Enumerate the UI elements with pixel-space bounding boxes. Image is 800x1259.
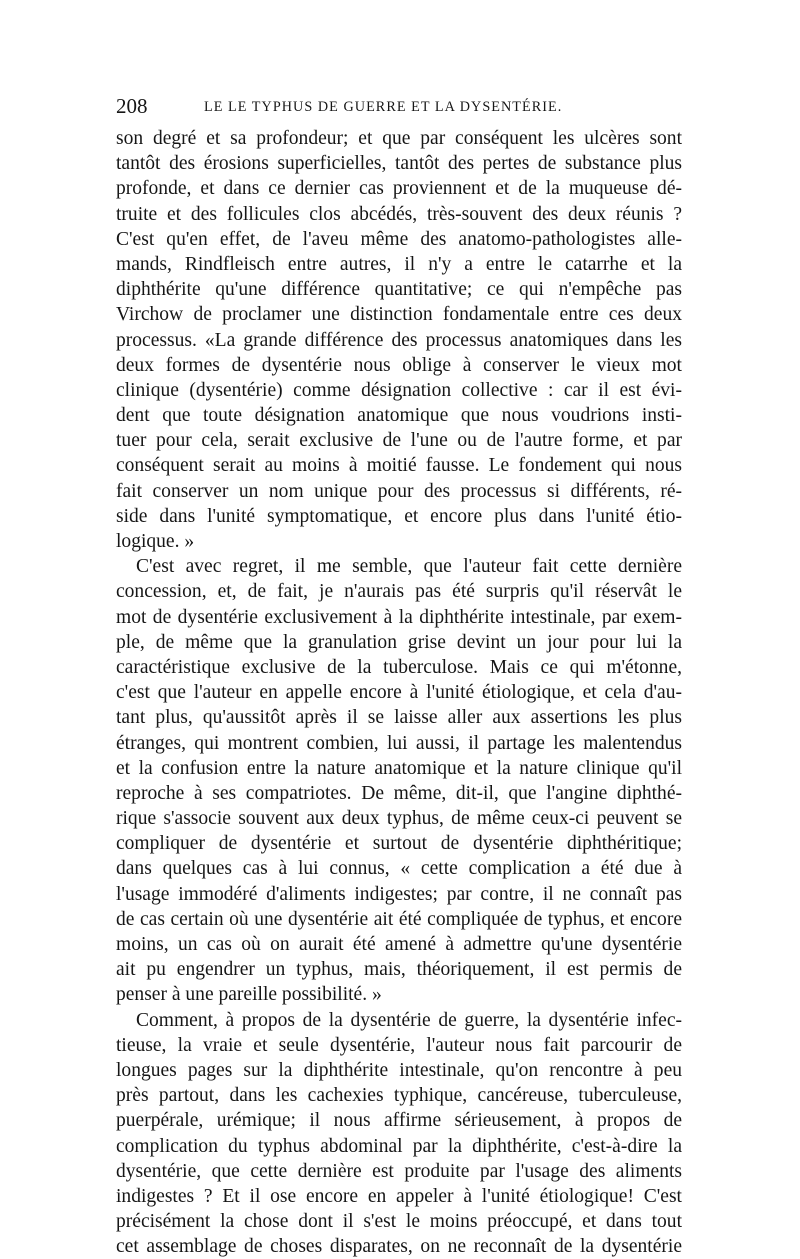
text-line: et la confusion entre la nature anatomique et la nature clinique qu'il	[116, 757, 682, 779]
text-line: dent que toute désignation anatomique que nous voudrions insti-	[116, 405, 682, 427]
text-line: étranges, qui montrent combien, lui aussi, il partage les malentendus	[116, 732, 682, 754]
text-line: dysentérie, que cette dernière est produite par l'usage des aliments	[116, 1160, 682, 1182]
text-line: C'est avec regret, il me semble, que l'auteur fait cette dernière	[136, 556, 682, 578]
text-line: tant plus, qu'aussitôt après il se laisse aller aux assertions les plus	[116, 707, 682, 729]
text-line: mands, Rindfleisch entre autres, il n'y a entre le catarrhe et la	[116, 253, 682, 275]
page-header	[116, 92, 682, 120]
text-line: indigestes ? Et il ose encore en appeler à l'unité étiologique! C'est	[116, 1185, 682, 1207]
running-title: LE LE TYPHUS DE GUERRE ET LA DYSENTÉRIE.	[204, 99, 563, 115]
text-line: fait conserver un nom unique pour des processus si différents, ré-	[116, 480, 682, 502]
text-line: de cas certain où une dysentérie ait été compliquée de typhus, et encore	[116, 908, 682, 930]
text-line: reproche à ses compatriotes. De même, dit-il, que l'angine diphthé-	[116, 782, 682, 804]
text-line: son degré et sa profondeur; et que par conséquent les ulcères sont	[116, 128, 682, 149]
text-line: puerpérale, urémique; il nous affirme sérieusement, à propos de	[116, 1110, 682, 1132]
text-line: tuer pour cela, serait exclusive de l'une ou de l'autre forme, et par	[116, 430, 682, 452]
text-line: truite et des follicules clos abcédés, très-souvent des deux réunis ?	[116, 203, 682, 225]
text-line: rique s'associe souvent aux deux typhus, de même ceux-ci peuvent se	[116, 808, 682, 830]
text-line: profonde, et dans ce dernier cas proviennent et de la muqueuse dé-	[116, 178, 682, 200]
text-line: caractéristique exclusive de la tuberculose. Mais ce qui m'étonne,	[116, 656, 682, 678]
text-line: clinique (dysentérie) comme désignation collective : car il est évi-	[116, 379, 682, 401]
text-line: deux formes de dysentérie nous oblige à conserver le vieux mot	[116, 354, 682, 376]
text-line: Virchow de proclamer une distinction fondamentale entre ces deux	[116, 304, 682, 326]
text-line: concession, et, de fait, je n'aurais pas été surpris qu'il réservât le	[116, 581, 682, 603]
text-line: tantôt des érosions superficielles, tantôt des pertes de substance plus	[116, 153, 682, 175]
text-line: longues pages sur la diphthérite intestinale, qu'on rencontre à peu	[116, 1059, 682, 1081]
text-line: diphthérite qu'une différence quantitative; ce qui n'empêche pas	[116, 279, 682, 301]
text-line: mot de dysentérie exclusivement à la diphthérite intestinale, par exem-	[116, 606, 682, 628]
book-page	[116, 92, 682, 1259]
text-line: dans quelques cas à lui connus, « cette complication a été due à	[116, 858, 682, 880]
text-line: c'est que l'auteur en appelle encore à l'unité étiologique, et cela d'au-	[116, 682, 682, 704]
text-line: complication du typhus abdominal par la diphthérite, c'est-à-dire la	[116, 1135, 682, 1157]
text-line: conséquent serait au moins à moitié fausse. Le fondement qui nous	[116, 455, 682, 477]
text-line: cet assemblage de choses disparates, on ne reconnaît de la dysentérie	[116, 1236, 682, 1258]
text-line: penser à une pareille possibilité. »	[116, 984, 382, 1006]
text-line: compliquer de dysentérie et surtout de dysentérie diphthéritique;	[116, 833, 682, 855]
text-line: tieuse, la vraie et seule dysentérie, l'auteur nous fait parcourir de	[116, 1034, 682, 1056]
text-line: près partout, dans les cachexies typhique, cancéreuse, tuberculeuse,	[116, 1085, 682, 1107]
body-text	[116, 126, 682, 1259]
text-line: Comment, à propos de la dysentérie de guerre, la dysentérie infec-	[136, 1009, 682, 1031]
text-line: moins, un cas où on aurait été amené à admettre qu'une dysentérie	[116, 934, 682, 955]
page-number: 208	[116, 94, 148, 118]
text-line: side dans l'unité symptomatique, et encore plus dans l'unité étio-	[116, 505, 682, 527]
text-line: C'est qu'en effet, de l'aveu même des anatomo-pathologistes alle-	[116, 228, 682, 250]
text-line: précisément la chose dont il s'est le moins préoccupé, et dans tout	[116, 1211, 682, 1233]
text-line: ple, de même que la granulation grise devint un jour pour lui la	[116, 631, 682, 653]
text-line: l'usage immodéré d'aliments indigestes; par contre, il ne connaît pas	[116, 883, 682, 905]
text-line: processus. «La grande différence des processus anatomiques dans les	[116, 329, 682, 351]
text-line: logique. »	[116, 531, 195, 552]
text-line: ait pu engendrer un typhus, mais, théoriquement, il est permis de	[116, 959, 682, 981]
